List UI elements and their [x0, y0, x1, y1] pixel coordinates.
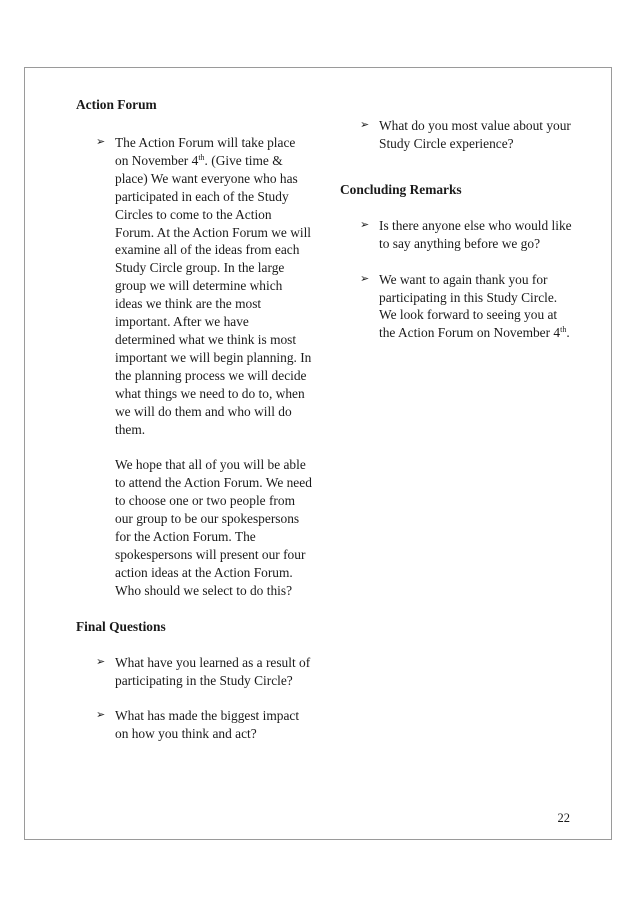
final-questions-heading: Final Questions — [76, 618, 166, 634]
ordinal-suffix: th — [198, 152, 205, 162]
concluding-remarks-heading: Concluding Remarks — [340, 181, 462, 197]
ordinal-suffix: th — [560, 325, 567, 335]
concluding-item-text: Is there anyone else who would like to say anything before we go? — [379, 217, 572, 251]
concluding-item — [340, 217, 572, 253]
action-forum-paragraph: We hope that all of you will be able to attend the Action Forum. We need to choose one or two people from our group to be our spokespersons for the Action Forum. The spokespersons will present our four action ideas at the Action Forum. Who should we select to do this? — [115, 457, 312, 598]
final-question-item — [76, 654, 312, 690]
arrow-bullet-icon: ➢ — [360, 218, 370, 231]
concluding-item — [340, 271, 572, 343]
final-question-item — [340, 117, 572, 153]
action-forum-bullet-text: The Action Forum will take place on November 4 — [115, 135, 296, 168]
arrow-bullet-icon: ➢ — [360, 119, 370, 131]
concluding-item-text-end: . — [566, 325, 570, 341]
concluding-item-text: We want to again thank you for participating in this Study Circle. We look forward to seeing you at the Action Forum on November 4 — [379, 271, 561, 341]
arrow-bullet-icon: ➢ — [96, 136, 106, 148]
arrow-bullet-icon: ➢ — [96, 709, 106, 722]
arrow-bullet-icon: ➢ — [360, 272, 370, 285]
action-forum-heading: Action Forum — [76, 97, 157, 112]
action-forum-bullet-text-cont: . (Give time & place) We want everyone who has participated in each of the Study Circles to come to the Action Forum. At the Action Forum we will examine all of the ideas from each Study Circle group. In the large group we will determine which ideas we think are the most important. After we have determined what we think is most important we will begin planning. In the planning process we will decide what things we need to do to, when we will do them and who will do them. — [115, 152, 312, 437]
page-number: 22 — [557, 811, 570, 825]
final-question-text: What do you most value about your Study Circle experience? — [379, 118, 571, 151]
right-column — [340, 117, 572, 342]
arrow-bullet-icon: ➢ — [96, 655, 106, 668]
final-question-text: What have you learned as a result of participating in the Study Circle? — [115, 654, 311, 688]
final-question-item — [76, 707, 312, 743]
final-question-text: What has made the biggest impact on how you think and act? — [115, 708, 300, 742]
action-forum-bullet — [76, 134, 312, 438]
left-column — [76, 96, 312, 743]
